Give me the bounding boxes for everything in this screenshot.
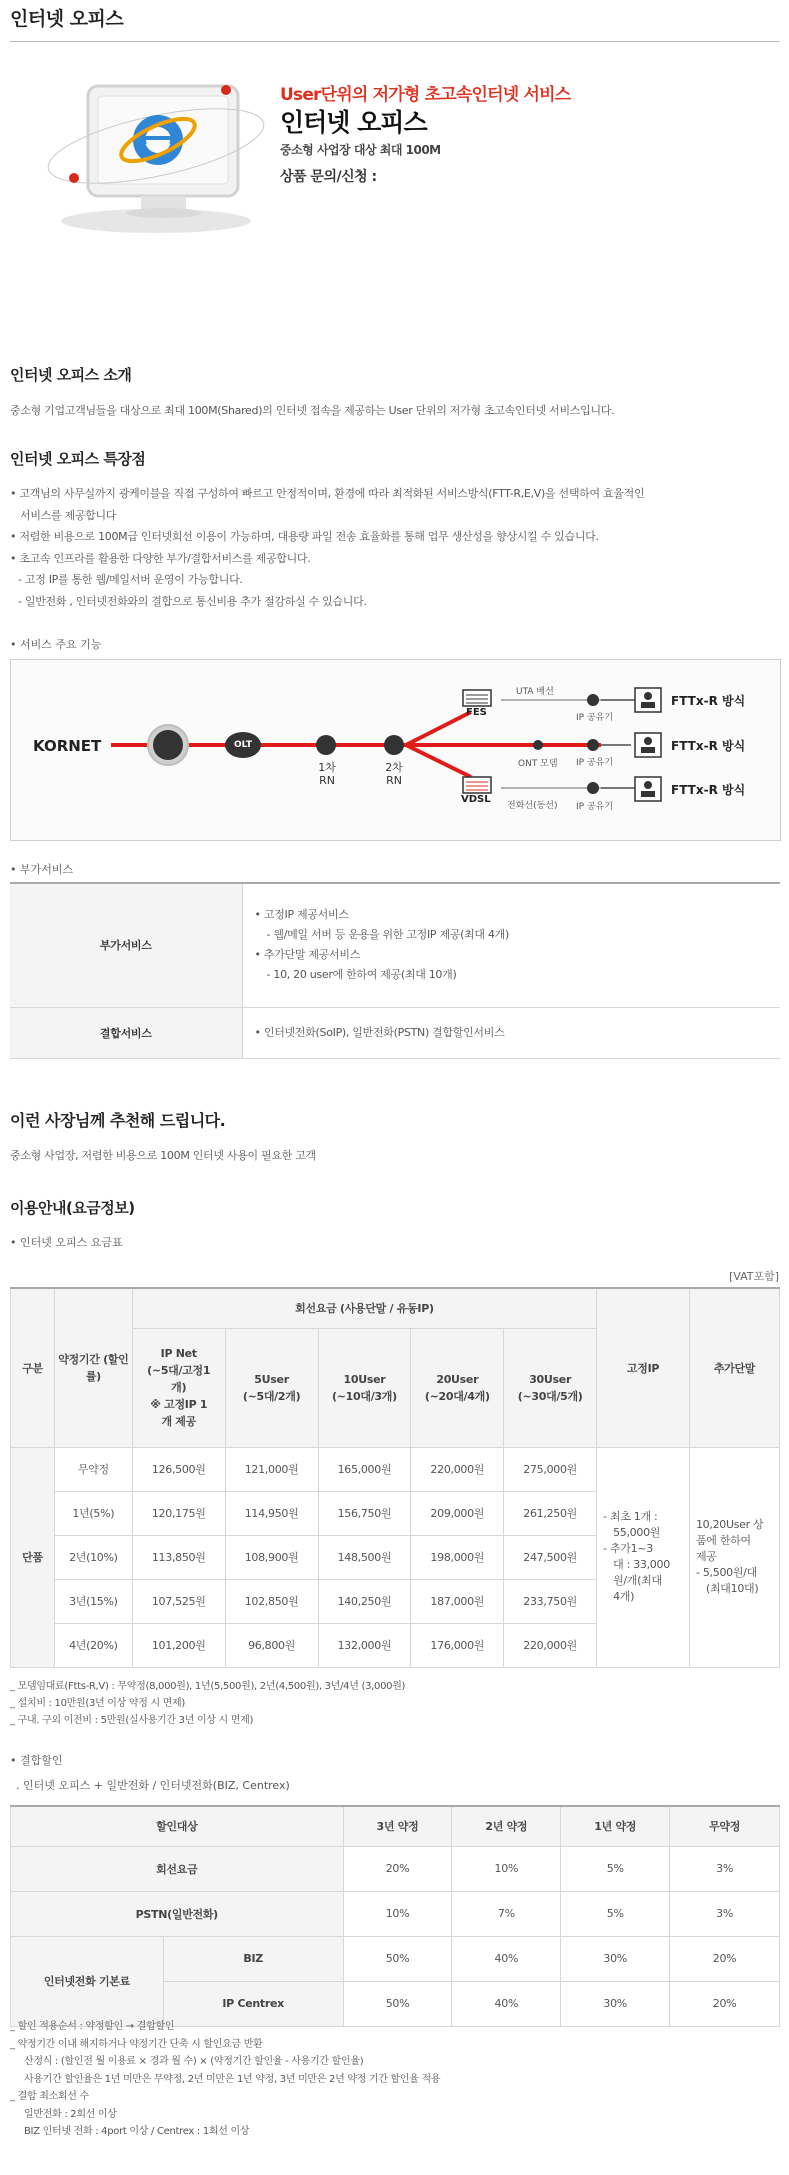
fes-label: FES <box>466 707 487 718</box>
fttx-label: FTTx-R 방식 <box>671 783 746 797</box>
product-subtitle: 중소형 사업장 대상 최대 100M <box>280 143 441 157</box>
table-row: 3년(15%) 107,525원 102,850원 140,250원 187,000원 233,750원 <box>11 1579 780 1623</box>
col-30user: 30User (~30대/5개) <box>504 1328 597 1447</box>
feature-subitem: - 고정 IP를 통한 웹/메일서버 운영이 가능합니다. <box>18 573 243 586</box>
discount-subtitle: . 인터넷 오피스 + 일반전화 / 인터넷전화(BIZ, Centrex) <box>16 1779 290 1792</box>
ip-share-label: IP 공유기 <box>576 713 614 723</box>
table-row <box>10 1007 780 1058</box>
table-row: IP Centrex 50% 40% 30% 20% <box>11 1981 780 2026</box>
product-name: 인터넷 오피스 <box>280 108 427 137</box>
table-row <box>10 883 780 1007</box>
addons-row-content: • 인터넷전화(SoIP), 일반전화(PSTN) 결합할인서비스 <box>242 1007 780 1058</box>
feature-item: • 저렴한 비용으로 100M급 인터넷회선 이용이 가능하며, 대용량 파일 전송 효율화를 통해 업무 생산성을 향상시킬 수 있습니다. <box>10 530 599 543</box>
table-header-row <box>11 1288 780 1328</box>
ip-share-label: IP 공유기 <box>576 802 614 812</box>
discount-table <box>10 1805 780 2027</box>
col-line-fee: 회선요금 (사용단말 / 유동IP) <box>132 1288 596 1328</box>
col-extra: 추가단말 <box>689 1288 779 1447</box>
addons-row-content: • 고정IP 제공서비스 - 웹/메일 서버 등 운용을 위한 고정IP 제공(최대 4개) • 추가단말 제공서비스 - 10, 20 user에 한하여 제공(최대 10개) <box>242 883 780 1007</box>
features-list <box>10 483 780 612</box>
page-title: 인터넷 오피스 <box>10 8 124 30</box>
table-row: 회선요금 20% 10% 5% 3% <box>11 1846 780 1891</box>
discount-notes: _ 할인 적용순서 : 약정할인 → 결합할인 _ 약정기간 이내 해지하거나 약정기간 단축 시 할인요금 반환 산정식 : (할인전 월 이용료 × 경과 월 수) × (약정기간 할인율 - 사용기간 할인율) 사용기간 할인율은 1년 미만은 무약정, 2년 미만은 1년 약정, 3년 미만은 2년 약정 기간 할인율 적용 _ 결합 최소회선 수 일반전화 : 2회선 이상 BIZ 인터넷 전화 : 4port 이상 / Centrex : 1회선 이상 <box>10 2021 441 2137</box>
col-term: 약정기간 (할인률) <box>54 1288 132 1447</box>
fttx-label: FTTx-R 방식 <box>671 739 746 753</box>
addons-table <box>10 882 780 1059</box>
recommend-title: 이런 사장님께 추천해 드립니다. <box>10 1111 226 1130</box>
col-10user: 10User (~10대/3개) <box>318 1328 411 1447</box>
hero-tagline: User단위의 저가형 초고속인터넷 서비스 <box>280 85 571 105</box>
inquiry-label: 상품 문의/신청 : <box>280 169 377 185</box>
recommend-text: 중소형 사업장, 저렴한 비용으로 100M 인터넷 사용이 필요한 고객 <box>10 1149 316 1162</box>
pricing-title: 이용안내(요금정보) <box>10 1199 135 1217</box>
addons-row-header: 결합서비스 <box>10 1007 242 1058</box>
intro-text: 중소형 기업고객님들을 대상으로 최대 100M(Shared)의 인터넷 접속을 제공하는 User 단위의 저가형 초고속인터넷 서비스입니다. <box>10 404 615 417</box>
fixed-ip-note: - 최초 1개 : 55,000원 - 추가1~3 대 : 33,000 원/개(최대 4개) <box>597 1447 690 1667</box>
olt-label: OLT <box>234 740 253 750</box>
feature-item-cont: 서비스를 제공합니다 <box>20 508 117 522</box>
term-cell: 2년(10%) <box>54 1535 132 1579</box>
table-row: 2년(10%) 113,850원 108,900원 148,500원 198,000원 247,500원 <box>11 1535 780 1579</box>
uta-label: UTA 배선 <box>516 687 554 697</box>
monitor-illustration <box>36 66 276 241</box>
ip-share-label: IP 공유기 <box>576 758 614 768</box>
col-20user: 20User (~20대/4개) <box>411 1328 504 1447</box>
row-group-label: 단품 <box>11 1447 55 1667</box>
pricing-notes: _ 모뎀임대료(Ftts-R,V) : 무약정(8,000원), 1년(5,500원), 2년(4,500원), 3년/4년 (3,000원) _ 설치비 : 10만원(3년 이상 약정 시 면제) _ 구내. 구외 이전비 : 5만원(실사용기간 3년 이상 시 면제) <box>10 1681 406 1726</box>
table-row: 1년(5%) 120,175원 114,950원 156,750원 209,000원 261,250원 <box>11 1491 780 1535</box>
vdsl-label: VDSL <box>461 794 491 805</box>
addons-row-header: 부가서비스 <box>10 883 242 1007</box>
table-row: 4년(20%) 101,200원 96,800원 132,000원 176,000원 220,000원 <box>11 1623 780 1667</box>
phone-line-label: 전화선(동선) <box>507 801 558 811</box>
table-header-row: 할인대상 3년 약정 2년 약정 1년 약정 무약정 <box>11 1806 780 1846</box>
term-cell: 1년(5%) <box>54 1491 132 1535</box>
term-cell: 4년(20%) <box>54 1623 132 1667</box>
ont-label: ONT 모뎀 <box>518 759 558 769</box>
table-row: PSTN(일반전화) 10% 7% 5% 3% <box>11 1891 780 1936</box>
title-divider <box>10 41 780 42</box>
term-cell: 3년(15%) <box>54 1579 132 1623</box>
extra-note: 10,20User 상 품에 한하여 제공 - 5,500원/대 (최대10대) <box>689 1447 779 1667</box>
pricing-table-label: • 인터넷 오피스 요금표 <box>10 1236 123 1249</box>
discount-label: • 결합할인 <box>10 1754 63 1767</box>
col-5user: 5User (~5대/2개) <box>225 1328 318 1447</box>
price-table <box>10 1287 780 1668</box>
fttx-label: FTTx-R 방식 <box>671 694 746 708</box>
addons-label: • 부가서비스 <box>10 863 74 876</box>
features-title: 인터넷 오피스 특장점 <box>10 450 146 468</box>
col-category: 구분 <box>11 1288 55 1447</box>
feature-item: • 초고속 인프라를 활용한 다양한 부가/결합서비스를 제공합니다. <box>10 551 311 565</box>
vat-note: [VAT포함] <box>728 1270 779 1283</box>
col-ipnet: IP Net (~5대/고정1 개) ※ 고정IP 1 개 제공 <box>132 1328 225 1447</box>
table-row: 인터넷전화 기본료 BIZ 50% 40% 30% 20% <box>11 1936 780 1981</box>
feature-subitem: - 일반전화 , 인터넷전화와의 결합으로 통신비용 추가 절감하실 수 있습니다. <box>18 594 367 608</box>
col-fixed-ip: 고정IP <box>597 1288 690 1447</box>
diagram-label: • 서비스 주요 기능 <box>10 638 102 651</box>
intro-title: 인터넷 오피스 소개 <box>10 366 132 384</box>
rn2-label: 2차 RN <box>385 761 403 787</box>
table-row: 단품 무약정 126,500원 121,000원 165,000원 220,000원 275,000원 - 최초 1개 : 55,000원 - 추가1~3 대 : 33,000 원/개(최대 4개) 10,20User 상 품에 한하여 제공 - 5,500원/대 (최대10대) <box>11 1447 780 1491</box>
kornet-label: KORNET <box>33 737 102 755</box>
feature-item: • 고객님의 사무실까지 광케이블을 직접 구성하여 빠르고 안정적이며, 환경에 따라 최적화된 서비스방식(FTT-R,E,V)을 선택하여 효율적인 <box>10 487 645 500</box>
term-cell: 무약정 <box>54 1447 132 1491</box>
rn1-label: 1차 RN <box>318 761 336 787</box>
network-diagram <box>10 659 781 841</box>
